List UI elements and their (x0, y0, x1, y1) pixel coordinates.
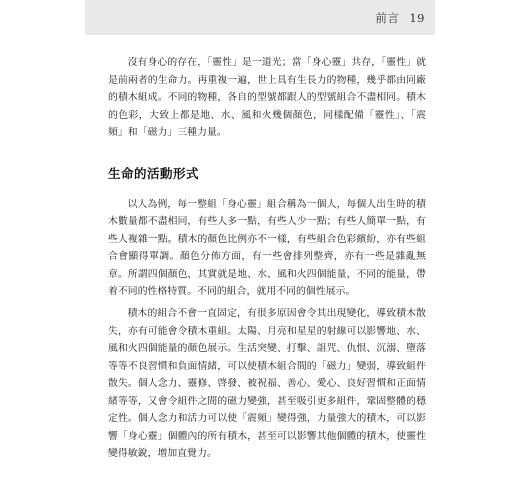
running-header (85, 0, 435, 35)
body-text (108, 54, 426, 463)
section-title: 前言 (375, 10, 400, 25)
section-heading: 生命的活動形式 (108, 165, 200, 181)
paragraph-3: 積木的組合不會一直固定，有很多原因會令其出現變化，導致積木散失，亦有可能會令積木重組。太陽、月亮和星星的射線可以影響地、水、風和火四個能量的顏色展示。生活突變、打擊、詛咒、仇恨、沉溺、墮落等等不良習慣和負面情緒，可以使積木組合間的「磁力」變弱，導致組件散失。個人念力、靈修、啓發、被祝福、善心、愛心、良好習慣和正面情緒等等，又會令組件之間的磁力變強，甚至吸引更多組件，鞏固整體的穩定性。個人念力和活力可以使「震頻」變得強，力量強大的積木，可以影響「身心靈」個體內的所有積木，甚至可以影響其他個體的積木，使靈性變得敏銳，增加直覺力。 (108, 308, 426, 460)
page-number: 19 (409, 10, 425, 25)
paragraph-1: 沒有身心的存在，「靈性」是一道光；當「身心靈」共存，「靈性」就是前兩者的生命力。再重複一遍，世上具有生長力的物種，幾乎都由同廠的積木組成。不同的物種，各自的型號都跟人的型號組合不盡相同。積木的色彩，大致上都是地、水、風和火幾個顏色，同樣配備「靈性」、「震頻」和「磁力」三種力量。 (108, 57, 426, 139)
paragraph-2: 以人為例，每一整組「身心靈」組合稱為一個人，每個人出生時的積木數量都不盡相同，有些人多一點，有些人少一點；有些人簡單一點，有些人複雜一點。積木的顏色比例亦不一樣，有些組合色彩繽紛，亦有些組合會顯得單調。顏色分佈方面，有一些會排列整齊，亦有一些是雜亂無章。所謂四個顏色，其實就是地、水、風和火四個能量，不同的能量，帶着不同的性格特質。不同的組合，就用不同的個性展示。 (108, 198, 426, 298)
